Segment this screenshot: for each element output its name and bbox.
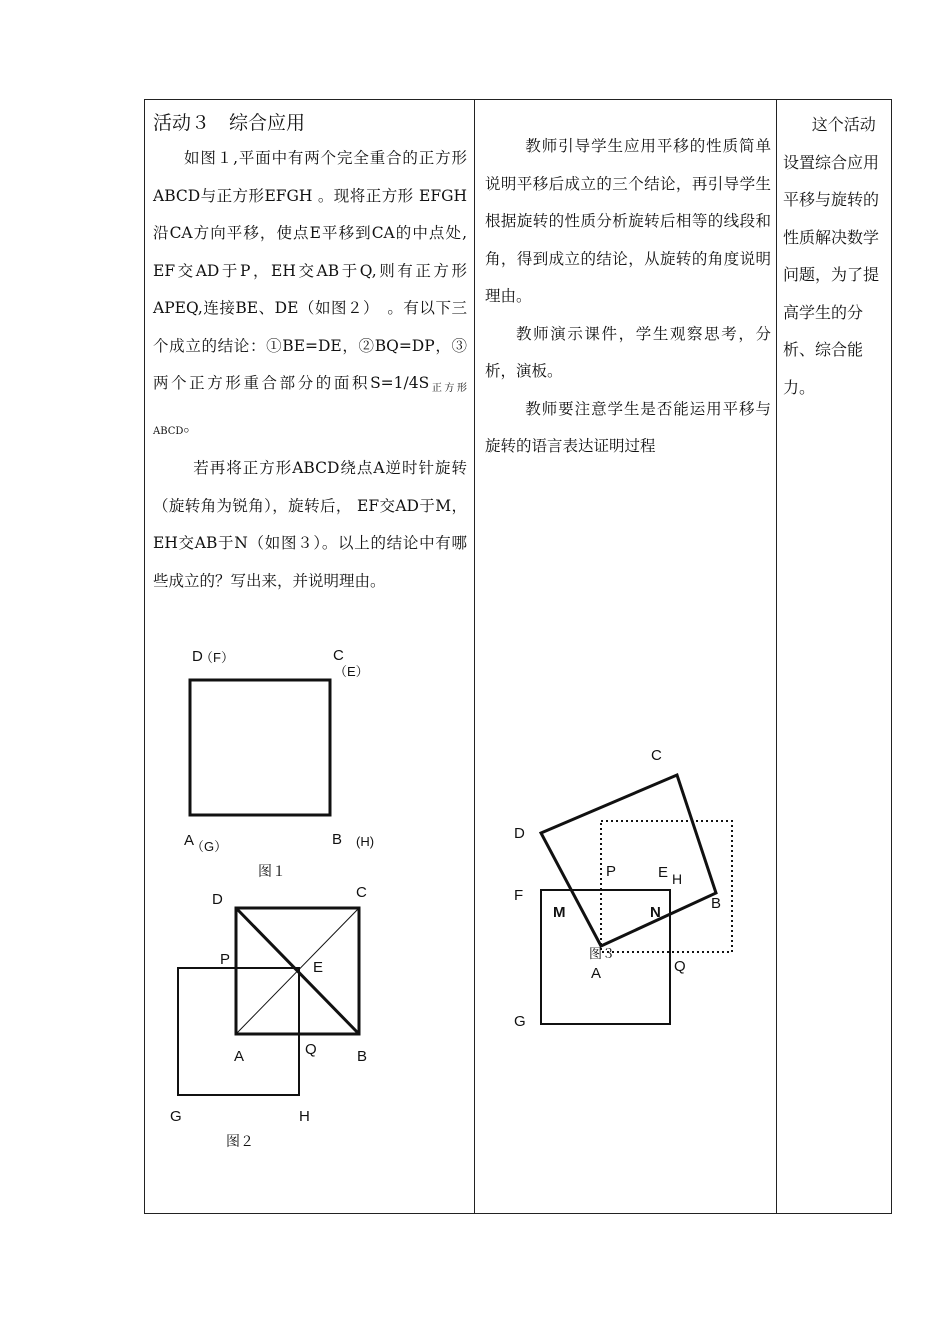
activity-title: 活动３ 综合应用 — [153, 112, 306, 134]
fig3-label-G: G — [514, 1013, 526, 1030]
problem-text-1-end: 。 — [183, 416, 199, 435]
purpose-text: 这个活动设置综合应用平移与旋转的性质解决数学问题，为了提高学生的分析、综合能力。 — [783, 115, 880, 397]
fig1-label-D: D — [192, 648, 203, 665]
fig2-label-P: P — [220, 951, 231, 968]
fig3-label-B: B — [711, 895, 722, 912]
fig2-label-B: B — [357, 1048, 368, 1065]
area-subscript: 正方形ABCD — [153, 383, 468, 437]
fig3-label-H: H — [672, 871, 683, 887]
fig2-label-A: A — [234, 1048, 245, 1065]
fig3-rotated-square — [541, 775, 716, 946]
teacher-paragraph-1: 教师引导学生应用平移的性质简单说明平移后成立的三个结论，再引导学生根据旋转的性质分析旋转后相等的线段和角，得到成立的结论，从旋转的角度说明理由。 — [485, 137, 771, 305]
fig1-label-B: B — [332, 831, 343, 848]
fig3-label-Q: Q — [674, 958, 686, 975]
fig2-label-C: C — [356, 884, 367, 901]
problem-paragraph-2: 若再将正方形ABCD绕点A逆时针旋转（旋转角为锐角），旋转后， EF交AD于M，EH交AB于N（如图３）。以上的结论中有哪些成立的？写出来，并说明理由。 — [153, 459, 467, 590]
teacher-paragraph-2: 教师演示课件，学生观察思考，分析，演板。 — [485, 324, 771, 380]
problem-text-1: 如图１,平面中有两个完全重合的正方形ABCD与正方形EFGH 。现将正方形 EFGH 沿CA方向平移，使点E平移到CA的中点处, EF交AD于P，EH交AB于Q,则有正方形APEQ,连接BE、DE（如图２） 。有以下三个成立的结论：①BE=DE，②BQ=DP，③两个正方形重合部分的面积S=1/4S — [153, 149, 467, 392]
fig1-caption: 图１ — [258, 864, 286, 880]
fig1-label-F: （F） — [200, 650, 234, 665]
fig2-label-H: H — [299, 1108, 310, 1125]
fig3-label-N: N — [650, 904, 661, 921]
fig1-label-A: A — [184, 832, 195, 849]
fig2-label-Q: Q — [305, 1041, 317, 1058]
fig2-caption: 图２ — [226, 1134, 254, 1150]
fig3-label-A: A — [591, 965, 602, 982]
fig1-label-H: (H) — [356, 834, 375, 849]
fig3-label-F: F — [514, 887, 524, 904]
fig2-label-E: E — [313, 959, 324, 976]
fig1-label-C: C — [333, 647, 344, 664]
fig3-label-P: P — [606, 863, 617, 880]
fig2-label-G: G — [170, 1108, 182, 1125]
fig3-label-D: D — [514, 825, 525, 842]
fig2-label-D: D — [212, 891, 223, 908]
teacher-paragraph-3: 教师要注意学生是否能运用平移与旋转的语言表达证明过程 — [485, 399, 771, 455]
fig3-label-E: E — [658, 864, 669, 881]
fig3-label-C: C — [651, 747, 662, 764]
fig3-caption: 图３ — [589, 947, 616, 962]
fig1-label-E: （E） — [334, 664, 369, 679]
fig1-label-G: （G） — [191, 839, 228, 854]
fig3-label-M: M — [553, 904, 566, 921]
